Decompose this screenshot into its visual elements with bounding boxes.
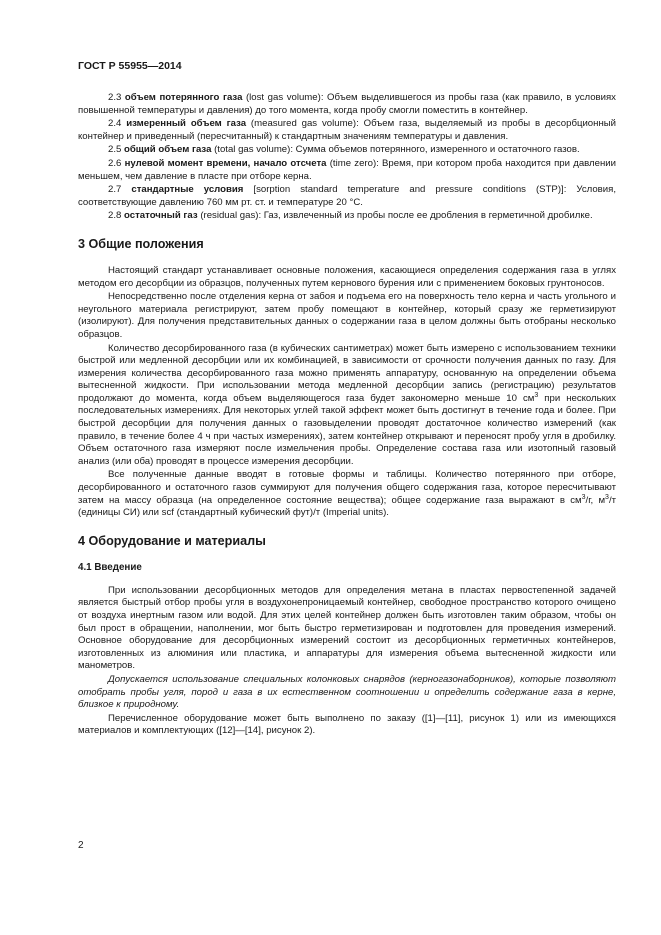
term-definition: (time zero): Время, при котором проба находится при давлении меньшем, чем давление в пласте при отборе керна. — [78, 157, 617, 182]
term-entry — [78, 144, 616, 157]
term-number: 2.6 — [108, 157, 122, 169]
term-definition: (residual gas): Газ, извлеченный из пробы после ее дробления в герметичной дробилке. — [197, 210, 593, 222]
paragraph: Перечисленное оборудование может быть выполнено по заказу ([1]—[11], рисунок 1) или из имеющихся материалов и комплектующих ([12]—[14], рисунок 2). — [78, 712, 616, 737]
term-name: общий объем газа — [124, 144, 212, 156]
term-number: 2.4 — [108, 118, 122, 130]
term-name: измеренный объем газа — [126, 118, 247, 130]
text-run: Все полученные данные вводят в готовые формы и таблицы. Количество потерянного при отборе, десорбированного и остаточного газов суммируют для получения общего содержания газа, которое пересчитывают затем на массу образца (на определенное состояние вещества); общее содержание газа выражают в см — [78, 469, 616, 506]
term-name: остаточный газ — [124, 210, 198, 222]
term-entry — [78, 210, 616, 223]
term-entry — [78, 92, 616, 117]
term-entry — [78, 158, 616, 183]
document-header: ГОСТ Р 55955—2014 — [78, 60, 182, 72]
term-number: 2.8 — [108, 210, 122, 222]
term-number: 2.3 — [108, 92, 122, 103]
term-name: нулевой момент времени, начало отсчета — [124, 157, 327, 169]
section-heading: 4 Оборудование и материалы — [78, 533, 266, 548]
text-run: при нескольких последовательных измерениях. Для некоторых углей такой эффект может быть достигнут в течение года и более. При быстрой десорбции для получения данных о газовыделении проводят достаточное количество измерений (как правило, в течение более 4 ч при частых измерениях), затем контейнер открывают и переносят пробу угля в дробилку. Объем остаточного газа измеряют после измельчения пробы. Определение состава газа или изотопный газовый анализ (или оба) проводят в процессе измерения десорбции. — [78, 392, 617, 467]
paragraph-italic: Допускается использование специальных колонковых снарядов (керногазонаборников), которые позволяют отобрать пробы угля, пород и газа в их естественном соотношении и определить содержание газа в керне, близкое к природному. — [78, 673, 616, 711]
text-run: /г, м — [585, 494, 606, 506]
term-definition: (measured gas volume): Объем газа, выделяемый из пробы в десорбционный контейнер и приведенный (пересчитанный) к стандартным значениям температуры и давления. — [78, 118, 616, 142]
subsection-heading: 4.1 Введение — [78, 561, 142, 573]
superscript: 3 — [605, 493, 609, 501]
term-entry — [78, 184, 616, 209]
term-name: стандартные условия — [131, 184, 244, 196]
term-number: 2.7 — [108, 184, 122, 196]
text-run: Количество десорбированного газа (в кубических сантиметрах) может быть измерено с использованием техники быстрой или медленной десорбции или их комбинацией, в зависимости от срочности получения данных по газу. Для измерения количества десорбированного газа можно применять аппаратуру, основанную на определении объема вытесненной жидкости. При использовании метода медленной десорбции запись (регистрацию) результатов продолжают до момента, когда объем выделяющегося газа будет закономерно меньше 10 см — [78, 342, 616, 404]
superscript: 3 — [581, 493, 586, 501]
term-definition: (total gas volume): Сумма объемов потерянного, измеренного и остаточного газов. — [211, 144, 580, 156]
paragraph: Настоящий стандарт устанавливает основные положения, касающиеся определения содержания газа в углях методом его десорбции из образцов, полученных путем кернового бурения или с применением боковых грунтоносов. — [78, 264, 616, 289]
body-text — [78, 92, 616, 739]
page-number: 2 — [78, 840, 84, 851]
text-run: /т (единицы СИ) или scf (стандартный кубический фут)/т (Imperial units). — [78, 494, 617, 519]
paragraph: Непосредственно после отделения керна от забоя и подъема его на поверхность тело керна и часть угольного и неугольного материала регистрируют, затем пробу помещают в контейнер, который сразу же герметизируют (изолируют). Для получения представительных данных о содержании газа в целом должны быть отобраны несколько образцов. — [78, 291, 616, 340]
term-name: объем потерянного газа — [124, 92, 243, 103]
superscript: 3 — [534, 391, 539, 399]
paragraph: При использовании десорбционных методов для определения метана в пластах первостепенной задачей является быстрый отбор пробы угля в воздухонепроницаемый контейнер, свободное пространство которого очищено от воздуха инертным газом или водой. Для этих целей контейнер должен быть изготовлен таким образом, чтобы он был прост в обращении, наполнении, мог быть быстро герметизирован и подготовлен для проведения измерений. Основное оборудование для десорбционных измерений состоит из десорбционных герметичных контейнеров, изготовленных из алюминия или пластика, и аппаратуры для измерения объема вытесненной жидкости или манометров. — [78, 584, 616, 672]
paragraph — [78, 343, 616, 469]
term-entry — [78, 118, 616, 143]
term-definition: (lost gas volume): Объем выделившегося из пробы газа (как правило, в условиях повышенной температуры и давления) до того момента, когда пробу смогли поместить в контейнер. — [78, 92, 616, 116]
term-number: 2.5 — [108, 144, 122, 156]
paragraph — [78, 469, 616, 519]
section-heading: 3 Общие положения — [78, 236, 204, 251]
term-definition: [sorption standard temperature and pressure conditions (STP)]: Условия, соответствующие давлению 760 мм рт. ст. и температуре 20 °С. — [78, 184, 616, 208]
